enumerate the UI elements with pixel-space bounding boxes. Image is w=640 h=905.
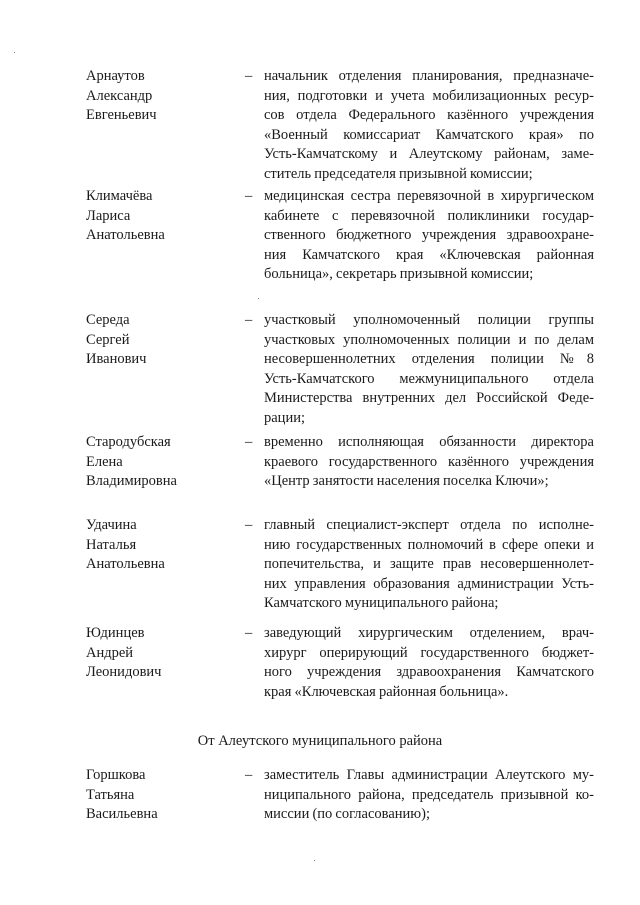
position-line: рации;: [264, 409, 305, 426]
section-heading: От Алеутского муниципального района: [197, 733, 443, 749]
position-line: медицинская сестра перевязочной в хирургическом: [264, 188, 594, 204]
dash-separator: –: [245, 188, 253, 204]
position-line: больница», секретарь призывной комиссии;: [264, 266, 534, 283]
member-name: [86, 516, 236, 575]
patronymic: Владимировна: [86, 473, 177, 490]
scan-speck: [14, 52, 15, 53]
first-name: Андрей: [86, 644, 134, 661]
first-name: Лариса: [86, 207, 131, 224]
position-line: главный специалист-эксперт отдела по исполне-: [264, 517, 594, 533]
patronymic: Анатольевна: [86, 227, 165, 244]
surname: Стародубская: [86, 434, 171, 450]
member-name: [86, 433, 236, 492]
position-line: ститель председателя призывной комиссии;: [264, 165, 533, 182]
member-position: [264, 624, 594, 702]
member-position: [264, 433, 594, 492]
dash-separator: –: [245, 517, 253, 533]
surname: Климачёва: [86, 188, 153, 204]
surname: Юдинцев: [86, 625, 145, 641]
position-line: них управления образования администрации Усть-: [264, 575, 594, 592]
member-position: [264, 516, 594, 614]
first-name: Татьяна: [86, 786, 135, 803]
position-line: несовершеннолетних отделения полиции №8: [264, 351, 594, 368]
patronymic: Анатольевна: [86, 556, 165, 573]
position-line: участковых уполномоченных полиции и по делам: [264, 331, 594, 348]
position-line: ния, подготовки и учета мобилизационных ресур-: [264, 87, 594, 104]
dash-separator: –: [245, 767, 253, 783]
position-line: нию государственных полномочий в сфере опеки и: [264, 536, 594, 553]
position-line: хирург оперирующий государственного бюджет-: [264, 644, 594, 661]
patronymic: Иванович: [86, 351, 147, 368]
position-line: ного учреждения здравоохранения Камчатского: [264, 664, 594, 681]
surname: Удачина: [86, 517, 137, 533]
position-line: ния Камчатского края «Ключевская районная: [264, 246, 594, 263]
member-position: [264, 187, 594, 285]
surname: Середа: [86, 312, 130, 328]
position-line: «Военный комиссариат Камчатского края» по: [264, 126, 594, 143]
position-line: ниципального района, председатель призывной ко-: [264, 786, 594, 803]
position-line: краевого государственного казённого учреждения: [264, 453, 594, 470]
member-name: [86, 67, 236, 126]
patronymic: Леонидович: [86, 664, 162, 681]
first-name: Сергей: [86, 331, 130, 348]
position-line: Усть-Камчатского межмуниципального отдела: [264, 370, 594, 387]
scan-speck: [258, 298, 259, 299]
position-line: «Центр занятости населения поселка Ключи»;: [264, 473, 549, 490]
first-name: Елена: [86, 453, 123, 470]
first-name: Александр: [86, 87, 153, 104]
member-name: [86, 766, 236, 825]
position-line: заведующий хирургическим отделением, врач-: [264, 625, 594, 641]
member-position: [264, 311, 594, 429]
dash-separator: –: [245, 68, 253, 84]
first-name: Наталья: [86, 536, 137, 553]
position-line: временно исполняющая обязанности директора: [264, 434, 594, 450]
position-line: Камчатского муниципального района;: [264, 595, 499, 612]
position-line: заместитель Главы администрации Алеутского му-: [264, 767, 594, 783]
position-line: Министерства внутренних дел Российской Феде-: [264, 390, 594, 407]
position-line: Усть-Камчатскому и Алеутскому районам, заме-: [264, 146, 594, 163]
position-line: сов отдела Федерального казённого учреждения: [264, 107, 594, 124]
patronymic: Васильевна: [86, 806, 158, 823]
scan-speck: [314, 860, 315, 861]
position-line: миссии (по согласованию);: [264, 806, 430, 823]
member-name: [86, 624, 236, 683]
member-name: [86, 187, 236, 246]
position-line: начальник отделения планирования, предназначе-: [264, 68, 594, 84]
position-line: участковый уполномоченный полиции группы: [264, 312, 594, 328]
dash-separator: –: [245, 312, 253, 328]
dash-separator: –: [245, 625, 253, 641]
position-line: кабинете с перевязочной поликлиники государ-: [264, 207, 594, 224]
position-line: ственного бюджетного учреждения здравоохране-: [264, 227, 594, 244]
position-line: края «Ключевская районная больница».: [264, 683, 509, 700]
member-position: [264, 67, 594, 185]
member-position: [264, 766, 594, 825]
position-line: попечительства, и защите прав несовершеннолет-: [264, 556, 594, 573]
dash-separator: –: [245, 434, 253, 450]
member-name: [86, 311, 236, 370]
surname: Арнаутов: [86, 68, 145, 84]
surname: Горшкова: [86, 767, 146, 783]
patronymic: Евгеньевич: [86, 107, 157, 124]
